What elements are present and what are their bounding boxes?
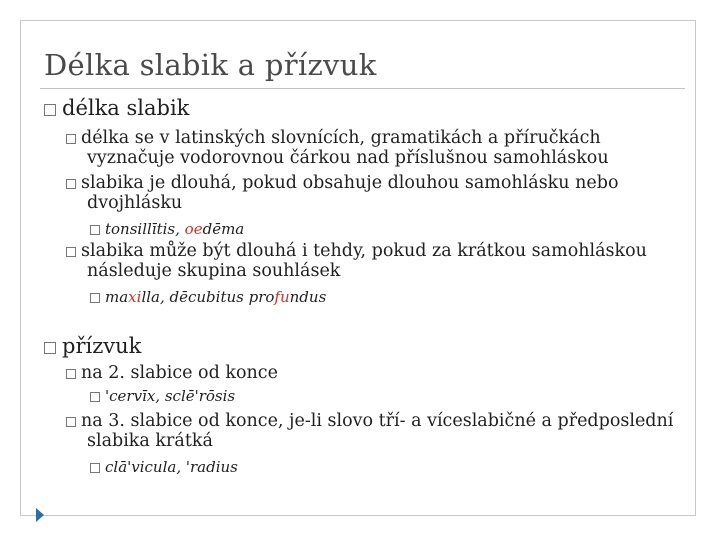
list-item-continuation: dvojhlásku	[87, 193, 183, 213]
checkbox-bullet-icon	[66, 134, 76, 144]
example-text: lla, dēcubitus pro	[141, 288, 275, 306]
list-item	[66, 364, 278, 382]
checkbox-bullet-icon	[66, 369, 76, 379]
example-text: ma	[105, 288, 129, 306]
section-heading-text: přízvuk	[62, 334, 142, 358]
item-text: slabika je dlouhá, pokud obsahuje dlouhou samohlásku nebo	[81, 173, 619, 193]
checkbox-bullet-icon	[66, 247, 76, 257]
example-line	[90, 458, 238, 476]
checkbox-bullet-icon	[66, 179, 76, 189]
slide-title: Délka slabik a přízvuk	[44, 48, 377, 82]
checkbox-bullet-icon	[90, 293, 100, 303]
section-heading-prizvuk	[44, 334, 141, 358]
example-text: clā'vicula, 'radius	[105, 458, 238, 476]
section-heading-text: délka slabik	[62, 96, 190, 120]
list-item-continuation: následuje skupina souhlásek	[87, 261, 341, 281]
example-text: ndus	[289, 288, 327, 306]
example-text: 'cervīx, sclē'rōsis	[105, 387, 236, 405]
checkbox-bullet-icon	[44, 342, 56, 354]
item-text: na 2. slabice od konce	[81, 363, 278, 383]
checkbox-bullet-icon	[90, 225, 100, 235]
example-highlight: fu	[274, 288, 290, 306]
checkbox-bullet-icon	[66, 417, 76, 427]
checkbox-bullet-icon	[90, 392, 100, 402]
slide-nav-arrow-icon[interactable]	[34, 506, 46, 524]
title-divider	[40, 88, 685, 89]
list-item	[66, 412, 673, 430]
example-highlight: oe	[184, 220, 203, 238]
example-text: tonsillītis,	[105, 220, 185, 238]
example-line	[90, 387, 235, 405]
list-item-continuation: vyznačuje vodorovnou čárkou nad příslušnou samohláskou	[87, 148, 609, 168]
item-text: délka se v latinských slovnících, gramatikách a příručkách	[81, 128, 601, 148]
list-item-continuation: slabika krátká	[87, 431, 213, 451]
list-item	[66, 174, 618, 192]
section-heading-delka	[44, 96, 189, 120]
list-item	[66, 242, 647, 260]
example-highlight: xi	[128, 288, 142, 306]
example-text: dēma	[202, 220, 245, 238]
checkbox-bullet-icon	[90, 463, 100, 473]
list-item	[66, 129, 601, 147]
example-line	[90, 288, 326, 306]
example-line	[90, 220, 244, 238]
item-text: na 3. slabice od konce, je-li slovo tří- a víceslabičné a předposlední	[81, 411, 674, 431]
item-text: slabika může být dlouhá i tehdy, pokud za krátkou samohláskou	[81, 241, 647, 261]
checkbox-bullet-icon	[44, 104, 56, 116]
